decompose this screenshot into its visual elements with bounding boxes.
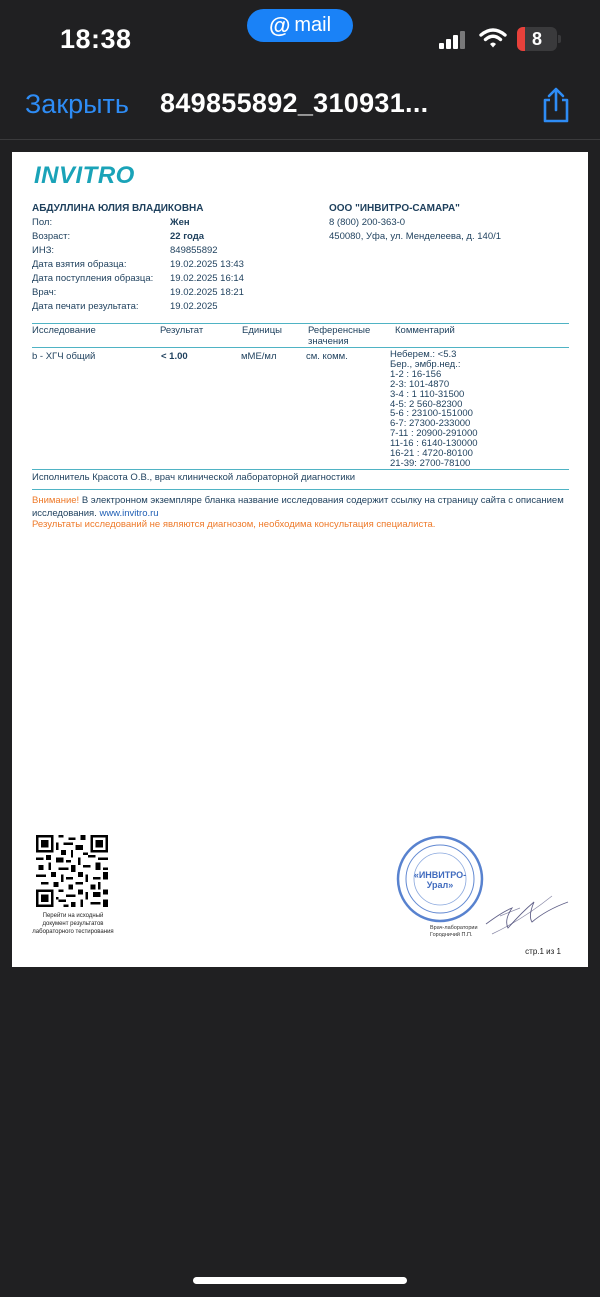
document-page[interactable]	[12, 152, 588, 967]
invitro-link[interactable]: www.invitro.ru	[99, 507, 159, 519]
cell-reference: см. комм.	[306, 351, 348, 362]
battery-icon	[517, 27, 557, 51]
at-icon: @	[268, 12, 291, 38]
qr-code-icon[interactable]	[36, 835, 108, 907]
invitro-logo: INVITRO	[34, 162, 135, 189]
lab-stamp-icon	[396, 835, 484, 923]
comment-line: 21-39: 2700-78100	[390, 457, 471, 469]
table-top-rule	[32, 323, 569, 324]
table-header-rule	[32, 347, 569, 348]
svg-text:«ИНВИТРО-: «ИНВИТРО-	[413, 870, 467, 880]
header-result: Результат	[160, 325, 204, 336]
warning-label: Внимание!	[32, 495, 80, 506]
mail-pill[interactable]	[247, 9, 353, 42]
signature-icon	[482, 872, 574, 942]
field-label-sex: Пол:	[32, 217, 53, 228]
lab-phone: 8 (800) 200-363-0	[329, 217, 406, 228]
field-value-doctor: 19.02.2025 18:21	[170, 287, 244, 298]
comment-line: 2-3: 101-4870	[390, 378, 450, 390]
lab-name: ООО "ИНВИТРО-САМАРА"	[329, 203, 460, 214]
warning-note	[32, 495, 572, 520]
wifi-icon	[479, 27, 507, 49]
header-reference-line2: значения	[308, 336, 349, 347]
header-test: Исследование	[32, 325, 96, 336]
home-indicator[interactable]	[193, 1277, 407, 1284]
nav-separator	[0, 139, 600, 140]
battery-level: 8	[531, 28, 542, 49]
comment-line: Бер., эмбр.нед.:	[390, 358, 461, 370]
header-reference	[308, 325, 370, 347]
executor-rule	[32, 489, 569, 490]
field-label-inz: ИНЗ:	[32, 245, 55, 256]
header-comment: Комментарий	[395, 325, 455, 336]
qr-caption: Перейти на исходный документ результатов лабораторного тестирования	[32, 913, 114, 935]
lab-address: 450080, Уфа, ул. Менделеева, д. 140/1	[329, 231, 502, 242]
field-label-doctor: Врач:	[32, 287, 57, 298]
table-bottom-rule	[32, 469, 569, 470]
comment-line: 3-4 : 1 110-31500	[390, 388, 465, 400]
comment-line: 11-16 : 6140-130000	[390, 438, 478, 450]
battery-nub	[558, 35, 561, 43]
field-label-received-date: Дата поступления образца:	[32, 273, 154, 284]
cell-test-link[interactable]: b - ХГЧ общий	[32, 351, 96, 362]
field-value-received-date: 19.02.2025 16:14	[170, 273, 244, 284]
field-value-sample-date: 19.02.2025 13:43	[170, 259, 244, 270]
cell-comment	[390, 350, 478, 469]
comment-line: 16-21 : 4720-80100	[390, 448, 473, 460]
cellular-signal-icon	[439, 29, 465, 49]
close-button[interactable]: Закрыть	[25, 89, 129, 119]
executor-line: Исполнитель Красота О.В., врач клинической лабораторной диагностики	[32, 472, 356, 483]
comment-line: 4-5: 2 560-82300	[390, 398, 463, 410]
comment-line: 7-11 : 20900-291000	[390, 428, 478, 440]
field-value-inz: 849855892	[170, 245, 218, 256]
comment-line: Неберем.: <5.3	[390, 349, 457, 360]
svg-text:Урал»: Урал»	[426, 880, 454, 890]
comment-line: 1-2 : 16-156	[390, 368, 442, 380]
page-number: стр.1 из 1	[525, 947, 561, 956]
comment-line: 5-6 : 23100-151000	[390, 408, 473, 420]
field-label-age: Возраст:	[32, 231, 71, 242]
field-label-sample-date: Дата взятия образца:	[32, 259, 127, 270]
header-units: Единицы	[242, 325, 283, 336]
cell-result: < 1.00	[161, 351, 188, 362]
signer	[430, 925, 478, 939]
field-label-print-date: Дата печати результата:	[32, 301, 139, 312]
comment-line: 6-7: 27300-233000	[390, 418, 471, 430]
status-time: 18:38	[60, 24, 132, 54]
field-value-sex: Жен	[170, 217, 190, 228]
signer-line: Городничий П.П.	[430, 932, 473, 938]
cell-units: мМЕ/мл	[241, 351, 277, 362]
disclaimer: Результаты исследований не являются диагнозом, необходима консультация специалиста.	[32, 519, 436, 530]
patient-name: АБДУЛЛИНА ЮЛИЯ ВЛАДИКОВНА	[32, 203, 204, 214]
header-reference-line1: Референсные	[308, 325, 371, 336]
field-value-print-date: 19.02.2025	[170, 301, 218, 312]
document-title: 849855892_310931...	[160, 88, 429, 118]
field-value-age: 22 года	[170, 231, 205, 242]
signer-line: Врач-лаборатории	[430, 925, 478, 931]
share-icon[interactable]	[540, 86, 572, 124]
mail-pill-label: mail	[294, 14, 332, 36]
warning-text: В электронном экземпляре бланка название исследования содержит ссылку на страницу сайта с описанием исследования.	[32, 495, 564, 519]
